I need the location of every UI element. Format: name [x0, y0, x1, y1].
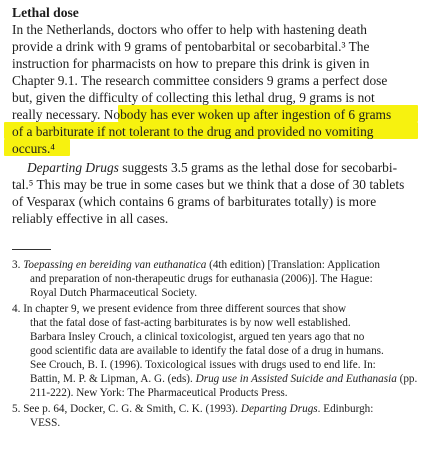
- footnote-4-line: 211-222). New York: The Pharmaceutical Products Press.: [30, 387, 288, 399]
- paragraph-line: tal.⁵ This may be true in some cases but we think that a dose of 30 tablets: [12, 177, 405, 192]
- footnote-text: (pp.: [396, 373, 418, 385]
- paragraph-text: really necessary.: [12, 107, 101, 122]
- footnote-text: 5. See p. 64, Docker, C. G. & Smith, C. K. (1993).: [12, 403, 241, 415]
- citation-title: Drug use in Assisted Suicide and Euthanasia: [195, 373, 397, 385]
- footnote-text: Battin, M. P. & Lipman, A. G. (eds).: [30, 373, 196, 385]
- section-heading: Lethal dose: [12, 5, 79, 20]
- paragraph-line: [12, 106, 416, 123]
- paragraph-text: suggests 3.5 grams as the lethal dose for secobarbi-: [118, 160, 398, 175]
- footnote-4-line: See Crouch, B. I. (1996). Toxicological issues with drugs used to end life. In:: [30, 359, 376, 371]
- footnote-3-line: [12, 258, 380, 272]
- paragraph-line: Chapter 9.1. The research committee considers 9 grams a perfect dose: [12, 73, 388, 88]
- footnote-4-line: Barbara Insley Crouch, a clinical toxicologist, argued ten years ago that no: [30, 331, 365, 343]
- paragraph-line: provide a drink with 9 grams of pentobarbital or secobarbital.³ The: [12, 39, 370, 54]
- paragraph-line: [27, 159, 416, 176]
- footnote-number: 3.: [12, 259, 24, 271]
- footnote-4-line: [30, 372, 417, 386]
- footnote-divider: [12, 249, 51, 250]
- footnote-4-line: good scientific data are available to identify the fatal dose of a drug in humans.: [30, 345, 384, 357]
- paragraph-line: of Vesparax (which contains 6 grams of barbiturates totally) is more: [12, 194, 377, 209]
- footnote-5-line: VESS.: [30, 417, 61, 429]
- book-title: Departing Drugs: [27, 160, 119, 175]
- footnote-3-line: Royal Dutch Pharmaceutical Society.: [30, 287, 198, 299]
- footnote-text: . Edinburgh:: [317, 403, 374, 415]
- footnote-text: (4th edition) [Translation: Application: [206, 259, 380, 271]
- highlighted-line: occurs.⁴: [12, 141, 55, 156]
- highlighted-text: Nobody has ever woken up after ingestion of 6 grams: [103, 107, 392, 122]
- citation-title: Toepassing en bereiding van euthanatica: [23, 259, 207, 271]
- paragraph-line: In the Netherlands, doctors who offer to help with hastening death: [12, 22, 367, 37]
- paragraph-line: instruction for pharmacists on how to prepare this drink is given in: [12, 56, 370, 71]
- paragraph-line: reliably effective in all cases.: [12, 211, 169, 226]
- paragraph-line: but, given the difficulty of collecting this lethal drug, 9 grams is not: [12, 90, 375, 105]
- footnote-3-line: and preparation of non-therapeutic drugs for euthanasia (2006)]. The Hague:: [30, 273, 373, 285]
- footnote-4-line: that the fatal dose of fast-acting barbiturates is by now well established.: [30, 317, 351, 329]
- footnote-5-line: [12, 402, 373, 416]
- citation-title: Departing Drugs: [240, 403, 318, 415]
- footnote-4-line: 4. In chapter 9, we present evidence from three different sources that show: [12, 303, 347, 315]
- highlighted-line: of a barbiturate if not tolerant to the drug and provided no vomiting: [12, 124, 374, 139]
